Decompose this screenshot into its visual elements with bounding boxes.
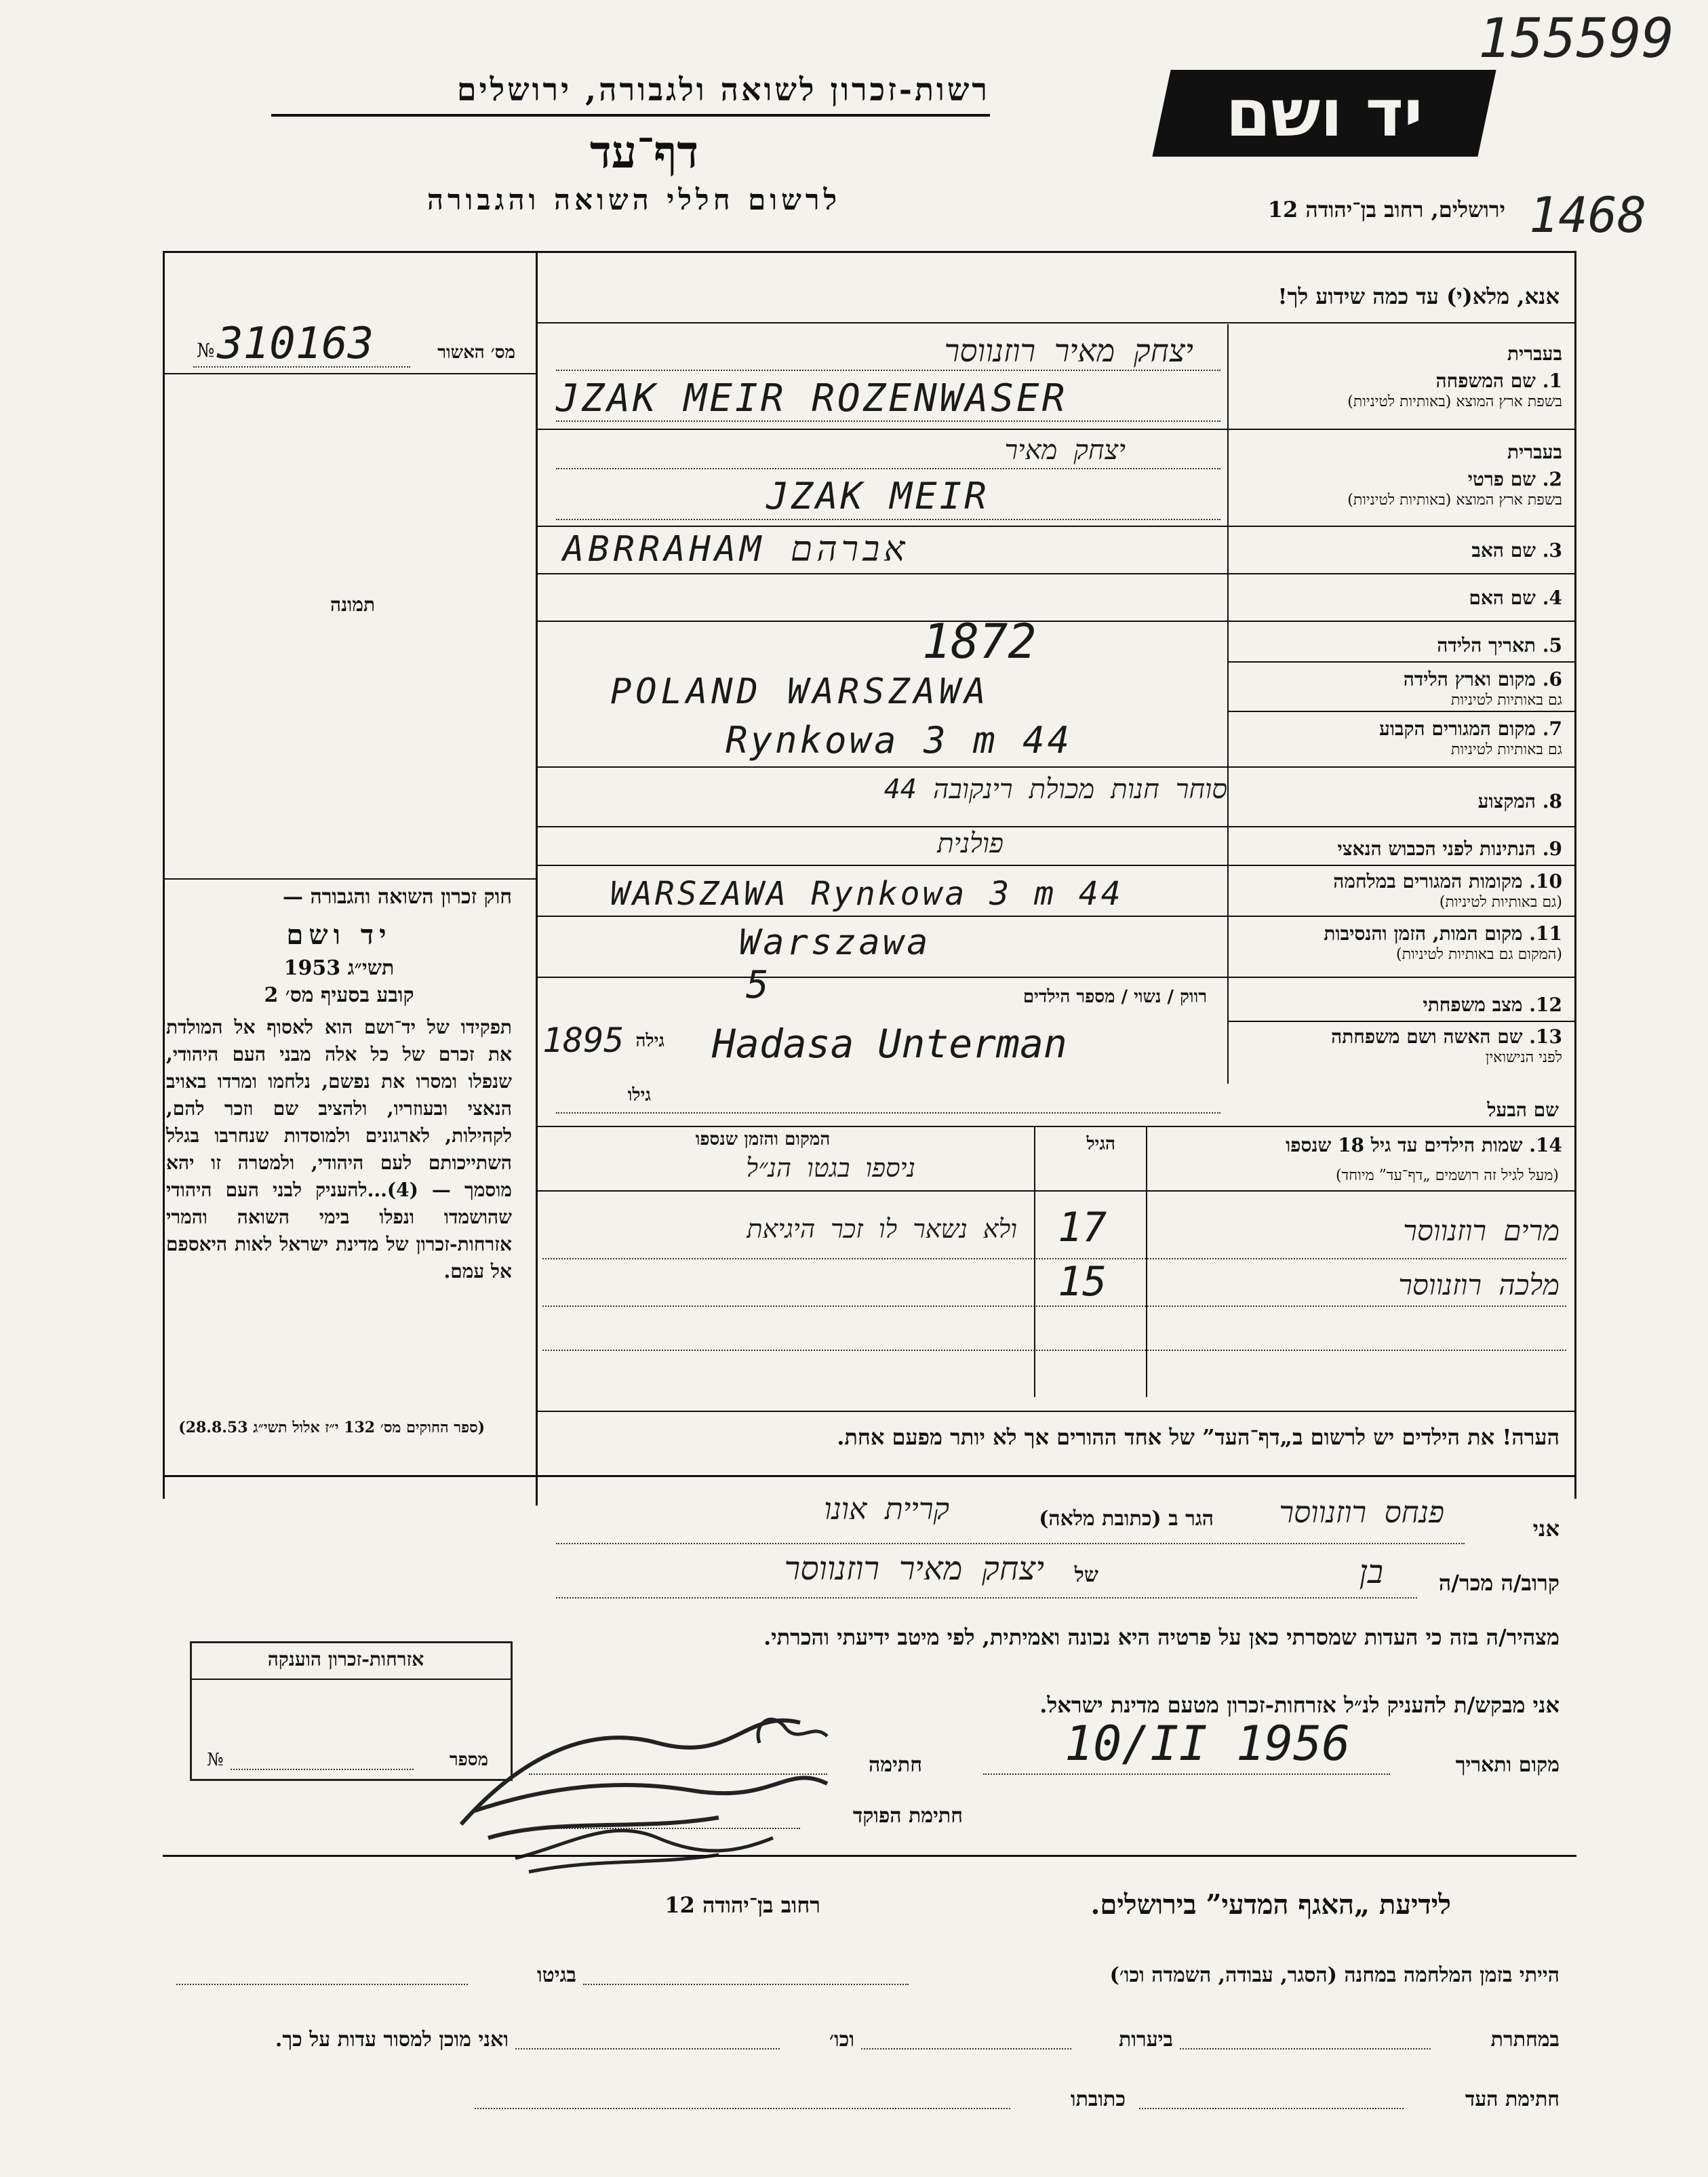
- field10-label: 10. מקומות המגורים במלחמה (גם באותיות לטיניות): [1333, 870, 1562, 911]
- children-row-line-1: [542, 1258, 1566, 1259]
- law-name: יד ושם: [286, 919, 392, 951]
- frame-left: [163, 251, 165, 1499]
- field4-label: 4. שם האם: [1469, 587, 1562, 609]
- children-row-line-3: [542, 1350, 1566, 1351]
- field5-label: 5. תאריך הלידה: [1437, 634, 1562, 656]
- approval-bottom: [165, 373, 536, 374]
- field7-value: Rynkowa 3 m 44: [726, 719, 1073, 762]
- left-column-divider: [536, 251, 538, 1506]
- yad-vashem-logo: יד ושם: [1152, 70, 1496, 157]
- approval-value: 310163: [217, 319, 374, 369]
- of-value: יצחק מאיר רוזנווסר: [784, 1550, 1044, 1588]
- row-rule-7: [1227, 711, 1575, 712]
- law-title: חוק זכרון השואה והגבורה —: [283, 885, 512, 909]
- side-number: 1468: [1529, 187, 1647, 243]
- law-reference: (ספר החוקים מס׳ 132 י״ז אלול תשי״ג 28.8.53): [178, 1419, 485, 1436]
- footer-underground-label: במחתרת: [1490, 2028, 1560, 2052]
- children-title: 14. שמות הילדים עד גיל 18 שנספו: [1286, 1134, 1562, 1156]
- citizenship-number-label: מספר: [449, 1750, 488, 1770]
- field2-latin: JZAK MEIR: [766, 475, 989, 517]
- citizenship-box-rule: [192, 1679, 511, 1680]
- declaration-line-1: [556, 1543, 1465, 1544]
- field5-value: 1872: [922, 614, 1037, 669]
- approval-no-symbol: №: [197, 339, 215, 361]
- header-address: ירושלים, רחוב בן־יהודה 12: [1267, 197, 1505, 222]
- field2-tag: בעברית: [1507, 441, 1562, 463]
- row-rule-5: [538, 621, 1575, 622]
- wife-age-value: 1895: [542, 1021, 624, 1060]
- header-rule: [271, 114, 990, 117]
- archive-number: 155599: [1478, 7, 1674, 70]
- child-name: מרים רוזנווסר: [1403, 1214, 1560, 1247]
- footer-address-line: [475, 2108, 1010, 2109]
- declarant-address: קריית אונו: [824, 1492, 949, 1527]
- law-clause: קובע בסעיף מס׳ 2: [264, 983, 414, 1007]
- children-row-line-2: [542, 1306, 1566, 1307]
- footer-witness-signature-label: חתימת העד: [1465, 2087, 1560, 2111]
- official-signature-label: חתימת הפוקד: [852, 1804, 963, 1828]
- field1-line-lat: [556, 420, 1220, 422]
- footer-underground-line: [1180, 2048, 1431, 2049]
- law-body: תפקידו של יד־ושם הוא לאסוף אל המולדת את זכרם של כל אלה מבני העם היהודי, שנפלו ומסרו את נפשם, נלחמו ומרדו באויב הנאצי ובעוזריו, ולהציב שם וזכר להם, לקהילות, לארגונים ולמוסדות שנחרבו בגלל השתייכותם לעם היהודי, ולמטרה זו יהא מוסמך — (4)...להעניק לבני העם היהודי שהושמדו ונפלו בימי השואה והמרי אזרחות-זכרון של מדינת ישראל לאות היאספם אל עמם.: [166, 1016, 512, 1282]
- husband-age-label: גילו: [627, 1085, 651, 1105]
- field1-tag: בעברית: [1507, 342, 1562, 365]
- field2-label: 2. שם פרטי בשפת ארץ המוצא (באותיות לטיניות): [1347, 468, 1562, 509]
- children-header-rule: [538, 1190, 1575, 1192]
- place-column-note: ניספו בגטו הנ״ל: [746, 1153, 915, 1183]
- resides-label: הגר ב (כתובת מלאה): [1039, 1507, 1214, 1531]
- note-top: [538, 1411, 1575, 1412]
- field9-label: 9. הנתינות לפני הכבוש הנאצי: [1337, 838, 1562, 860]
- footer-etc-label: וכו׳: [829, 2028, 854, 2052]
- child-age: 17: [1058, 1204, 1107, 1251]
- field2-hebrew: יצחק מאיר: [1004, 435, 1126, 466]
- row-rule-11: [538, 916, 1575, 917]
- relation-value: בן: [1359, 1553, 1383, 1591]
- of-label: של: [1074, 1563, 1098, 1587]
- row-rule-12: [538, 977, 1575, 978]
- footer-forests-line: [861, 2048, 1071, 2049]
- footer-address-label: כתובתו: [1070, 2087, 1126, 2111]
- marital-text: רווק / נשוי / מספר הילדים: [1022, 987, 1207, 1007]
- footer-ghetto-label: בגיטו: [536, 1963, 576, 1987]
- field6-label: 6. מקום וארץ הלידה גם באותיות לטיניות: [1403, 668, 1562, 709]
- footer-title: לידיעת „האגף המדעי” בירושלים.: [1090, 1889, 1451, 1921]
- note-bottom: [165, 1475, 1575, 1477]
- place-column-header: המקום והזמן שנספו: [695, 1129, 831, 1150]
- child-age: 15: [1058, 1258, 1107, 1306]
- declaration-line-2: [556, 1597, 1417, 1599]
- footer-camp-line: [583, 1984, 909, 1985]
- field1-line-he: [556, 370, 1220, 371]
- row-rule-10: [538, 865, 1575, 866]
- field1-hebrew: יצחק מאיר רוזנווסר: [944, 332, 1193, 369]
- declarant-name: פנחס רוזנווסר: [1279, 1495, 1444, 1530]
- footer-etc-line: [515, 2048, 780, 2049]
- footer-camp-label: הייתי בזמן המלחמה במחנה (הסגר, עבודה, השמדה וכו׳): [1109, 1963, 1560, 1987]
- law-top-rule: [165, 878, 536, 880]
- footer-forests-label: ביערות: [1118, 2028, 1173, 2052]
- field12-label: 12. מצב משפחתי: [1423, 994, 1562, 1016]
- form-title: דף־עד: [589, 125, 699, 178]
- declaration-request: אני מבקש/ת להעניק לנ״ל אזרחות-זכרון מטעם מדינת ישראל.: [1039, 1692, 1560, 1718]
- field2-line-lat: [556, 519, 1220, 520]
- photo-label: תמונה: [330, 593, 376, 616]
- footer-address: רחוב בן־יהודה 12: [664, 1892, 820, 1918]
- children-col-1: [1034, 1126, 1035, 1397]
- form-subtitle: לרשום חללי השואה והגבורה: [426, 183, 841, 216]
- citizenship-box-title: אזרחות-זכרון הוענקה: [267, 1648, 424, 1670]
- field1-label: 1. שם המשפחה בשפת ארץ המוצא (באותיות לטיניות): [1347, 370, 1562, 410]
- field2-line-he: [556, 468, 1220, 469]
- citizenship-number-symbol: №: [207, 1750, 224, 1770]
- field8-value: סוחר חנות מכולת רינקובה 44: [883, 774, 1227, 805]
- child-place: ולא נשאר לו זכר היגיאת: [747, 1214, 1017, 1244]
- field7-label: 7. מקום המגורים הקבוע גם באותיות לטיניות: [1379, 718, 1562, 758]
- row-rule-3: [538, 526, 1575, 527]
- footer-witness-signature-line: [1139, 2108, 1404, 2109]
- row-rule-2: [538, 429, 1575, 430]
- wife-age-label: גילה: [635, 1031, 664, 1051]
- field6-value: POLAND WARSZAWA: [610, 671, 990, 712]
- field10-value: WARSZAWA Rynkowa 3 m 44: [610, 875, 1124, 913]
- place-date-label: מקום ותאריך: [1455, 1753, 1560, 1777]
- children-subtitle: (מעל לגיל זה רושמים „דף־עד” מיוחד): [1336, 1167, 1559, 1184]
- row-rule-6: [1227, 661, 1575, 663]
- approval-label: מס׳ האשור: [437, 342, 515, 363]
- frame-right: [1574, 251, 1576, 1499]
- husband-label: שם הבעל: [1487, 1099, 1559, 1121]
- date-line: [983, 1773, 1390, 1775]
- row-rule-9: [538, 826, 1575, 827]
- declaration-statement: מצהיר/ה בזה כי העדות שמסרתי כאן על פרטיה היא נכונה ואמיתית, לפי מיטב ידיעתי והכרתי.: [763, 1624, 1560, 1650]
- label-divider: [1227, 324, 1229, 1084]
- signature-label: חתימה: [869, 1753, 922, 1777]
- field11-label: 11. מקום המות, הזמן והנסיבות (המקום גם באותיות לטיניות): [1324, 922, 1562, 963]
- row-rule-4: [538, 573, 1575, 574]
- row-rule-13: [1227, 1021, 1575, 1022]
- footer-rule: [163, 1855, 1576, 1857]
- instruction-rule: [538, 322, 1575, 323]
- footer-ghetto-line: [176, 1984, 468, 1985]
- children-col-2: [1146, 1126, 1147, 1397]
- husband-line: [556, 1112, 1220, 1114]
- date-value: 10/II 1956: [1065, 1716, 1351, 1771]
- frame-top: [163, 251, 1576, 253]
- children-count: 5: [746, 963, 769, 1007]
- citizenship-number-line: [231, 1769, 414, 1770]
- institution-name: רשות-זכרון לשואה ולגבורה, ירושלים: [456, 71, 990, 108]
- declaration-i-label: אני: [1532, 1516, 1560, 1542]
- field13-value: Hadasa Unterman: [712, 1021, 1067, 1067]
- child-name: מלכה רוזנווסר: [1398, 1268, 1560, 1301]
- approval-line: [193, 366, 410, 368]
- field11-value: Warszawa: [739, 922, 931, 963]
- field8-label: 8. המקצוע: [1477, 790, 1562, 812]
- field9-value: פולנית: [937, 828, 1004, 859]
- row-rule-8: [538, 766, 1575, 768]
- field3-value: ABRRAHAM אברהם: [563, 529, 909, 570]
- relative-label: קרוב/ה מכר/ה: [1438, 1570, 1560, 1596]
- law-year: תשי״ג 1953: [283, 956, 395, 980]
- field1-latin: JZAK MEIR ROZENWASER: [556, 376, 1068, 420]
- children-top: [538, 1126, 1575, 1127]
- note-text: הערה! את הילדים יש לרשום ב„דף־העד” של אחד ההורים אך לא יותר מפעם אחת.: [837, 1424, 1560, 1450]
- form-instruction: אנא, מלא(י) עד כמה שידוע לך!: [1277, 283, 1560, 309]
- field3-label: 3. שם האב: [1471, 539, 1562, 562]
- footer-testimony-label: ואני מוכן למסור עדות על כך.: [275, 2028, 509, 2052]
- age-column-header: הגיל: [1086, 1134, 1115, 1154]
- field13-label: 13. שם האשה ושם משפחתה לפני הנישואין: [1331, 1025, 1562, 1066]
